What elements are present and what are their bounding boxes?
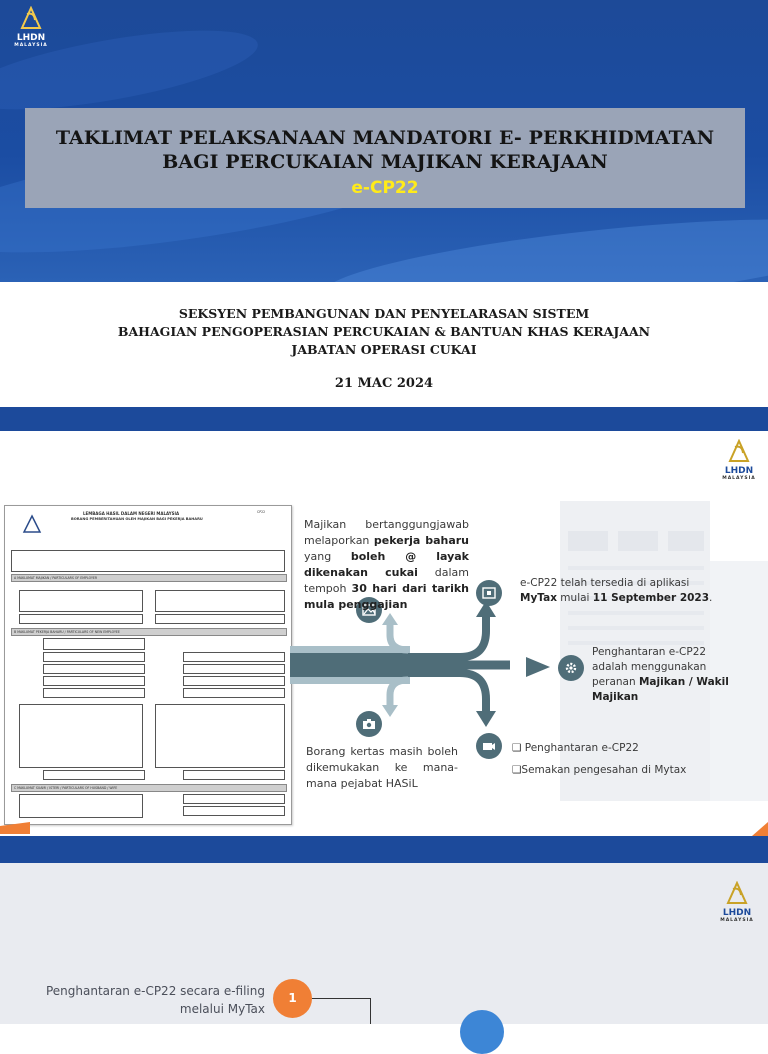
form-lhdn-emblem-icon	[19, 514, 45, 540]
lhdn-logo	[8, 6, 54, 48]
gear-icon	[558, 655, 584, 681]
title-box	[25, 108, 745, 208]
submission-role-text: Penghantaran e-CP22 adalah menggunakan peranan Majikan / Wakil Majikan	[592, 646, 729, 703]
film-icon	[476, 580, 502, 606]
step-2-badge	[460, 1010, 504, 1054]
slide1-footer-strip	[0, 407, 768, 431]
lhdn-emblem-icon	[714, 881, 760, 911]
lhdn-logo	[716, 439, 762, 481]
slide1-org-section	[0, 282, 768, 407]
orange-accent-left	[0, 822, 30, 834]
form-section-b: B MAKLUMAT PEKERJA BAHARU / PARTICULARS OF NEW EMPLOYEE	[11, 628, 287, 636]
mytax-options-list	[512, 737, 732, 781]
flow-arrows	[290, 595, 510, 735]
form-notice-box	[11, 550, 285, 572]
video-camera-icon	[476, 733, 502, 759]
step-connector	[312, 998, 370, 999]
briefing-date: 21 MAC 2024	[334, 376, 434, 391]
title-subtitle: e-CP22	[351, 178, 419, 198]
mytax-availability-text: e-CP22 telah tersedia di aplikasi MyTax mulai 11 September 2023.	[520, 577, 713, 604]
logo-text: LHDN	[724, 466, 754, 476]
step-connector-vertical	[370, 998, 371, 1024]
logo-country: MALAYSIA	[14, 43, 48, 48]
org-division-name: BAHAGIAN PENGOPERASIAN PERCUKAIAN & BANTUAN KHAS KERAJAAN	[117, 324, 651, 339]
logo-text: LHDN	[16, 33, 46, 43]
form-code: CP22	[257, 510, 266, 514]
form-title-1: LEMBAGA HASIL DALAM NEGERI MALAYSIA	[83, 511, 180, 516]
arrow-up-left	[390, 623, 408, 650]
lhdn-emblem-icon	[8, 6, 54, 36]
camera-icon	[356, 711, 382, 737]
paper-form-text: Borang kertas masih boleh dikemukakan ke mana-mana pejabat HASiL	[306, 745, 458, 790]
arrowhead-down-right	[476, 711, 496, 727]
org-department-name: JABATAN OPERASI CUKAI	[291, 342, 477, 357]
employer-responsibility-text: Majikan bertanggungjawab melaporkan pekerja baharu yang boleh @ layak dikenakan cukai dalam tempoh 30 hari dari tarikh mula penggajian	[304, 518, 469, 611]
option-item: ❑Semakan pengesahan di Mytax	[512, 764, 687, 776]
org-section-name: SEKSYEN PEMBANGUNAN DAN PENYELARASAN SISTEM	[178, 306, 590, 321]
title-line-1: TAKLIMAT PELAKSANAAN MANDATORI E- PERKHIDMATAN	[55, 127, 715, 149]
lhdn-emblem-icon	[716, 439, 762, 469]
form-section-a: A MAKLUMAT MAJIKAN / PARTICULARS OF EMPLOYER	[11, 574, 287, 582]
orange-accent-right	[752, 822, 768, 836]
arrow-down-left	[390, 680, 408, 707]
option-item: ❑ Penghantaran e-CP22	[512, 742, 639, 754]
logo-country: MALAYSIA	[722, 476, 756, 481]
form-section-c: C MAKLUMAT SUAMI / ISTERI / PARTICULARS OF HUSBAND / WIFE	[11, 784, 287, 792]
form-title-2: BORANG PEMBERITAHUAN OLEH MAJIKAN BAGI PEKERJA BAHARU	[71, 517, 203, 521]
logo-country: MALAYSIA	[720, 918, 754, 923]
logo-text: LHDN	[722, 908, 752, 918]
title-line-2: BAGI PERCUKAIAN MAJIKAN KERAJAAN	[162, 151, 608, 173]
slide2-footer-strip	[0, 836, 768, 863]
cp22-form-image	[4, 505, 292, 825]
efiling-step-text: Penghantaran e-CP22 secara e-filing melalui MyTax	[45, 984, 265, 1016]
arrowhead-right	[526, 655, 556, 679]
step-1-badge: 1	[273, 979, 312, 1018]
lhdn-logo	[714, 881, 760, 923]
